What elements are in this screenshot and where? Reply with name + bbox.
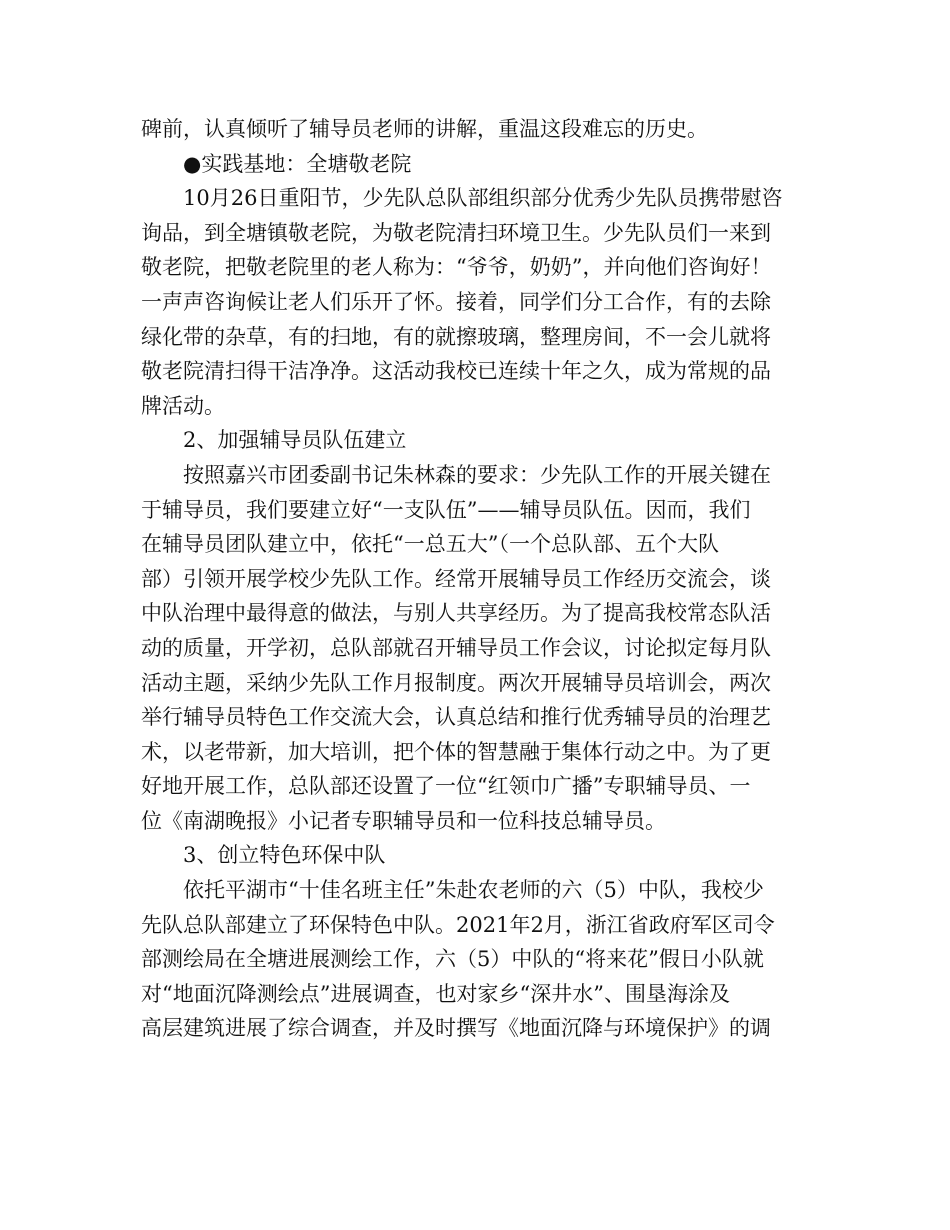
text-line: 中队治理中最得意的做法，与别人共享经历。为了提高我校常态队活 [141,601,771,626]
paragraph-first-line: 依托平湖市“十佳名班主任”朱赴农老师的六（5）中队，我校少 [183,878,764,903]
text-line: 一声声咨询候让老人们乐开了怀。接着，同学们分工合作，有的去除 [141,289,771,314]
text-line: 位《南湖晚报》小记者专职辅导员和一位科技总辅导员。 [141,808,666,833]
text-line: 绿化带的杂草，有的扫地，有的就擦玻璃，整理房间，不一会儿就将 [141,324,771,349]
paragraph-first-line: 按照嘉兴市团委副书记朱林森的要求：少先队工作的开展关键在 [183,462,771,487]
text-line: 敬老院清扫得干洁净净。这活动我校已连续十年之久，成为常规的品 [141,359,771,384]
body-text [141,112,811,1046]
text-line: 在辅导员团队建立中，依托“一总五大”（一个总队部、五个大队 [141,532,719,557]
text-line: 碑前，认真倾听了辅导员老师的讲解，重温这段难忘的历史。 [141,117,708,141]
text-line: 高层建筑进展了综合调查，并及时撰写《地面沉降与环境保护》的调 [141,1016,771,1041]
text-line: 举行辅导员特色工作交流大会，认真总结和推行优秀辅导员的治理艺 [141,705,771,730]
section-heading: 3、创立特色环保中队 [183,843,386,868]
text-line: 活动主题，采纳少先队工作月报制度。两次开展辅导员培训会，两次 [141,670,771,695]
text-line: 动的质量，开学初，总队部就召开辅导员工作会议，讨论拟定每月队 [141,635,771,660]
text-line: 部）引领开展学校少先队工作。经常开展辅导员工作经历交流会，谈 [141,566,771,591]
text-line: 先队总队部建立了环保特色中队。2021年2月，浙江省政府军区司令 [141,912,775,937]
text-line: 于辅导员，我们要建立好“一支队伍”——辅导员队伍。因而，我们 [141,497,751,522]
text-line: 对“地面沉降测绘点”进展调查，也对家乡“深井水”、围垦海涂及 [141,981,730,1006]
text-line: 敬老院，把敬老院里的老人称为：“爷爷，奶奶”，并向他们咨询好！ [141,255,772,280]
section-bullet-heading: ●实践基地：全塘敬老院 [183,151,412,176]
text-line: 牌活动。 [141,393,225,418]
text-line: 好地开展工作，总队部还设置了一位“红领巾广播”专职辅导员、一 [141,774,751,799]
section-heading: 2、加强辅导员队伍建立 [183,428,407,453]
text-line: 术，以老带新，加大培训，把个体的智慧融于集体行动之中。为了更 [141,739,771,764]
paragraph-first-line: 10月26日重阳节，少先队总队部组织部分优秀少先队员携带慰咨 [183,186,783,211]
text-line: 部测绘局在全塘进展测绘工作，六（5）中队的“将来花”假日小队就 [141,947,764,972]
text-line: 询品，到全塘镇敬老院，为敬老院清扫环境卫生。少先队员们一来到 [141,220,771,245]
